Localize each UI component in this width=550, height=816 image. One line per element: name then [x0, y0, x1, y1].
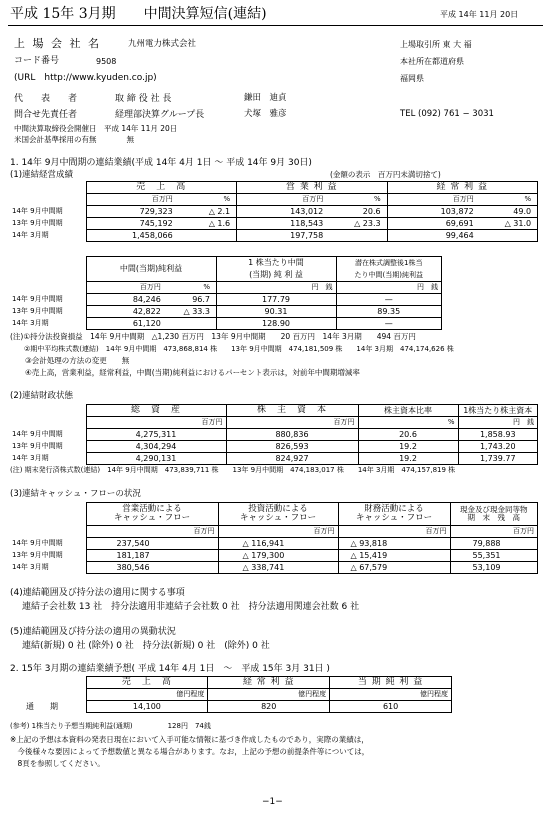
table-row [12, 206, 538, 218]
page-number: −1− [262, 797, 283, 807]
row-label: 14年 9月中間期 [12, 207, 63, 216]
table-row [12, 701, 452, 713]
header-eps-line2: (当期) 純 利 益 [216, 269, 336, 282]
cell: — [336, 294, 442, 306]
row-label: 13年 9月中間期 [12, 219, 63, 228]
note-accounting-change: ③会計処理の方法の変更 無 [10, 356, 130, 365]
cell: △ 338,741 [218, 562, 338, 574]
section4-body: 連結子会社数 13 社 持分法適用非連結子会社数 0 社 持分法適用関連会社数 6 社 [22, 602, 360, 612]
unit: 百万円 [218, 526, 338, 538]
forecast-eps-reference: (参考) 1株当たり予想当期純利益(通期) 128円 74銭 [10, 722, 211, 730]
cell: 84,246 [132, 294, 161, 304]
cell: △ 31.0 [504, 218, 532, 228]
header-operating-cf [86, 503, 218, 526]
cell: △ 116,941 [218, 538, 338, 550]
unit: % [203, 283, 211, 292]
header-financing-cf [338, 503, 450, 526]
unit: 百万円 [452, 195, 474, 204]
cell: 128.90 [216, 318, 336, 330]
representative-label: 代 表 者 [14, 94, 78, 104]
listed-company-value: 九州電力株式会社 [128, 39, 197, 49]
cell: △ 15,419 [338, 550, 450, 562]
header-forecast-ordinary-income: 経 常 利 益 [208, 677, 330, 689]
table-row [12, 429, 538, 441]
code-label: コード番号 [14, 56, 60, 66]
forecast-disclaimer-line1: ※上記の予想は本資料の発表日現在において入手可能な情報に基づき作成したものであり，実際の業績は， [10, 735, 369, 744]
forecast-disclaimer-line2: 今後様々な要因によって予想数値と異なる場合があります。なお，上記の予想の前提条件等については， [10, 747, 370, 756]
cell: 89.35 [336, 306, 442, 318]
board-meeting-date: 中間決算取締役会開催日 平成 14年 11月 20日 [14, 124, 178, 133]
header-line: 投資活動による [248, 503, 308, 514]
prefecture: 福岡県 [400, 74, 424, 83]
report-date: 平成 14年 11月 20日 [440, 10, 519, 19]
row-label: 14年 9月中間期 [12, 430, 63, 439]
section3-title: (3)連結キャッシュ・フローの状況 [10, 489, 141, 499]
cell: 96.7 [192, 294, 211, 304]
cell: △ 33.3 [183, 306, 211, 316]
cell: 177.79 [216, 294, 336, 306]
note-average-shares: ②期中平均株式数(連結) 14年 9月中間期 473,868,814 株 13年 9月中間期 474,181,509 株 14年 3月期 474,174,626 株 [10, 345, 454, 353]
cell: 197,758 [290, 230, 324, 240]
unit: 百万円 [139, 283, 161, 292]
unit: 億円程度 [86, 689, 208, 701]
header-operating-income: 営 業 利 益 [237, 182, 388, 194]
table-row [12, 318, 442, 330]
representative-title: 取 締 役 社 長 [115, 94, 172, 104]
forecast-table [12, 676, 452, 713]
table-row [12, 306, 442, 318]
unit: 百万円 [338, 526, 450, 538]
header-forecast-sales: 売 上 高 [86, 677, 208, 689]
cell: 237,540 [86, 538, 218, 550]
hq-prefecture-label: 本社所在都道府県 [400, 57, 464, 66]
cell: △ 1.6 [208, 218, 231, 228]
header-line: 財務活動による [364, 503, 424, 514]
unit: 億円程度 [208, 689, 330, 701]
contact-label: 問合せ先責任者 [14, 110, 78, 120]
cell: 820 [208, 701, 330, 713]
header-line: キャッシュ・フロー [239, 513, 317, 523]
row-label: 13年 9月中間期 [12, 442, 63, 451]
header-line: 営業活動による [122, 503, 182, 514]
unit: 百万円 [226, 417, 358, 429]
cell: △ 67,579 [338, 562, 450, 574]
row-label: 14年 3月期 [12, 454, 49, 463]
section2-title: (2)連結財政状態 [10, 391, 74, 401]
unit: 百万円 [86, 526, 218, 538]
header-equity-per-share: 1株当たり株主資本 [458, 405, 538, 417]
row-label: 14年 9月中間期 [12, 539, 63, 548]
header-investing-cf [218, 503, 338, 526]
cell: 61,120 [132, 318, 161, 328]
financial-position-table [12, 404, 538, 465]
cell: △ 93,818 [338, 538, 450, 550]
cell: 380,546 [86, 562, 218, 574]
cell: 14,100 [86, 701, 208, 713]
cell: 181,187 [86, 550, 218, 562]
cell: 824,927 [226, 453, 358, 465]
cell: 79,888 [450, 538, 538, 550]
cell: 49.0 [513, 206, 532, 216]
header-total-assets: 総 資 産 [86, 405, 226, 417]
cell: 55,351 [450, 550, 538, 562]
unit: % [373, 195, 381, 204]
cell: 4,304,294 [86, 441, 226, 453]
section5-title: (5)連結範囲及び持分法の適用の異動状況 [10, 627, 176, 637]
unit: 百万円 [450, 526, 538, 538]
note-equity-method: (注)①持分法投資損益 14年 9月中間期 △1,230 百万円 13年 9月中間期 20 百万円 14年 3月期 494 百万円 [10, 332, 416, 341]
cell: 103,872 [440, 206, 474, 216]
row-label: 14年 3月期 [12, 231, 49, 240]
row-label: 14年 3月期 [12, 563, 49, 572]
unit: 円 銭 [216, 282, 336, 294]
contact-name: 犬塚 雅彦 [244, 109, 287, 119]
table-row [12, 218, 538, 230]
note-percentage: ④売上高，営業利益，経常利益，中間(当期)純利益におけるパーセント表示は，対前年中間期増減率 [10, 368, 360, 377]
header-line: 期 末 残 高 [467, 513, 520, 522]
note-shares-outstanding: (注) 期末発行済株式数(連結) 14年 9月中間期 473,839,711 株 13年 9月中間期 474,183,017 株 14年 3月期 474,157,819 株 [10, 466, 456, 474]
unit: 円 銭 [336, 282, 442, 294]
row-label: 通 期 [26, 701, 58, 711]
unit: 百万円 [151, 195, 173, 204]
cash-flow-table [12, 502, 538, 574]
cell: △ 179,300 [218, 550, 338, 562]
listed-company-label: 上 場 会 社 名 [14, 37, 101, 50]
unit: % [358, 417, 458, 429]
cell: 1,739.77 [458, 453, 538, 465]
table-row [12, 538, 538, 550]
table-row [12, 294, 442, 306]
header-shareholders-equity: 株 主 資 本 [226, 405, 358, 417]
header-forecast-net-income: 当 期 純 利 益 [330, 677, 452, 689]
header-line: 現金及び現金同等物 [460, 504, 528, 514]
header-eps-line1: 1 株当たり中間 [216, 257, 336, 270]
company-url: (URL http://www.kyuden.co.jp) [14, 73, 157, 83]
header-cash-balance [450, 503, 538, 526]
table-row [12, 441, 538, 453]
header-ordinary-income: 経 常 利 益 [387, 182, 538, 194]
forecast-disclaimer-line3: 8頁を参照してください。 [10, 759, 105, 768]
cell: 20.6 [358, 429, 458, 441]
cell: 610 [330, 701, 452, 713]
exchange: 上場取引所 東 大 福 [400, 40, 472, 49]
us-gaap-adoption: 米国会計基準採用の有無 無 [14, 135, 134, 144]
unit: % [524, 195, 532, 204]
cell: 143,012 [290, 206, 324, 216]
unit: % [223, 195, 231, 204]
cell: 729,323 [139, 206, 173, 216]
operating-results-table [12, 181, 538, 242]
header-diluted-eps-line1: 潜在株式調整後1株当 [336, 257, 442, 270]
cell: 69,691 [445, 218, 474, 228]
cell: — [336, 318, 442, 330]
header-rule [8, 25, 543, 26]
row-label: 13年 9月中間期 [12, 307, 63, 316]
section4-title: (4)連結範囲及び持分法の適用に関する事項 [10, 588, 185, 598]
code-value: 9508 [96, 57, 117, 66]
header-sales: 売 上 高 [86, 182, 237, 194]
unit: 百万円 [86, 417, 226, 429]
table-row [12, 453, 538, 465]
contact-title: 経理部決算グループ長 [115, 110, 205, 120]
cell: △ 2.1 [208, 206, 231, 216]
net-income-table [12, 256, 442, 330]
cell: 90.31 [216, 306, 336, 318]
header-line: キャッシュ・フロー [355, 513, 433, 523]
table-row [12, 562, 538, 574]
cell: 19.2 [358, 441, 458, 453]
document-title: 平成 15年 3月期 中間決算短信(連結) [10, 6, 267, 22]
cell: 826,593 [226, 441, 358, 453]
unit: 億円程度 [330, 689, 452, 701]
cell: 1,743.20 [458, 441, 538, 453]
forecast-title: 2. 15年 3月期の連結業績予想( 平成 14年 4月 1日 ～ 平成 15年 3月 31日 ) [10, 664, 330, 674]
cell: 99,464 [445, 230, 474, 240]
representative-name: 鎌田 迪貞 [244, 93, 287, 103]
header-line: キャッシュ・フロー [113, 513, 191, 523]
cell: 745,192 [139, 218, 173, 228]
cell: 1,858.93 [458, 429, 538, 441]
cell: 53,109 [450, 562, 538, 574]
header-net-income: 中間(当期)純利益 [86, 257, 216, 282]
section1-subtitle: (1)連結経営成績 [10, 170, 74, 180]
section5-body: 連結(新規) 0 社 (除外) 0 社 持分法(新規) 0 社 (除外) 0 社 [22, 641, 270, 651]
row-label: 14年 3月期 [12, 319, 49, 328]
unit-note: (金額の表示 百万円未満切捨て) [330, 170, 441, 179]
header-equity-ratio: 株主資本比率 [358, 405, 458, 417]
cell: 4,290,131 [86, 453, 226, 465]
unit: 円 銭 [458, 417, 538, 429]
cell: 19.2 [358, 453, 458, 465]
telephone: TEL (092) 761 − 3031 [400, 109, 494, 119]
section1-title: 1. 14年 9月中間期の連結業績(平成 14年 4月 1日 ～ 平成 14年 9月 30日) [10, 158, 312, 168]
unit: 百万円 [302, 195, 324, 204]
cell: 42,822 [132, 306, 161, 316]
row-label: 14年 9月中間期 [12, 295, 63, 304]
cell: 20.6 [362, 206, 381, 216]
cell: △ 23.3 [354, 218, 381, 228]
header-diluted-eps-line2: たり中間(当期)純利益 [336, 269, 442, 282]
cell: 4,275,311 [86, 429, 226, 441]
row-label: 13年 9月中間期 [12, 551, 63, 560]
table-row [12, 230, 538, 242]
cell: 880,836 [226, 429, 358, 441]
table-row [12, 550, 538, 562]
cell: 1,458,066 [132, 230, 173, 240]
cell: 118,543 [290, 218, 324, 228]
